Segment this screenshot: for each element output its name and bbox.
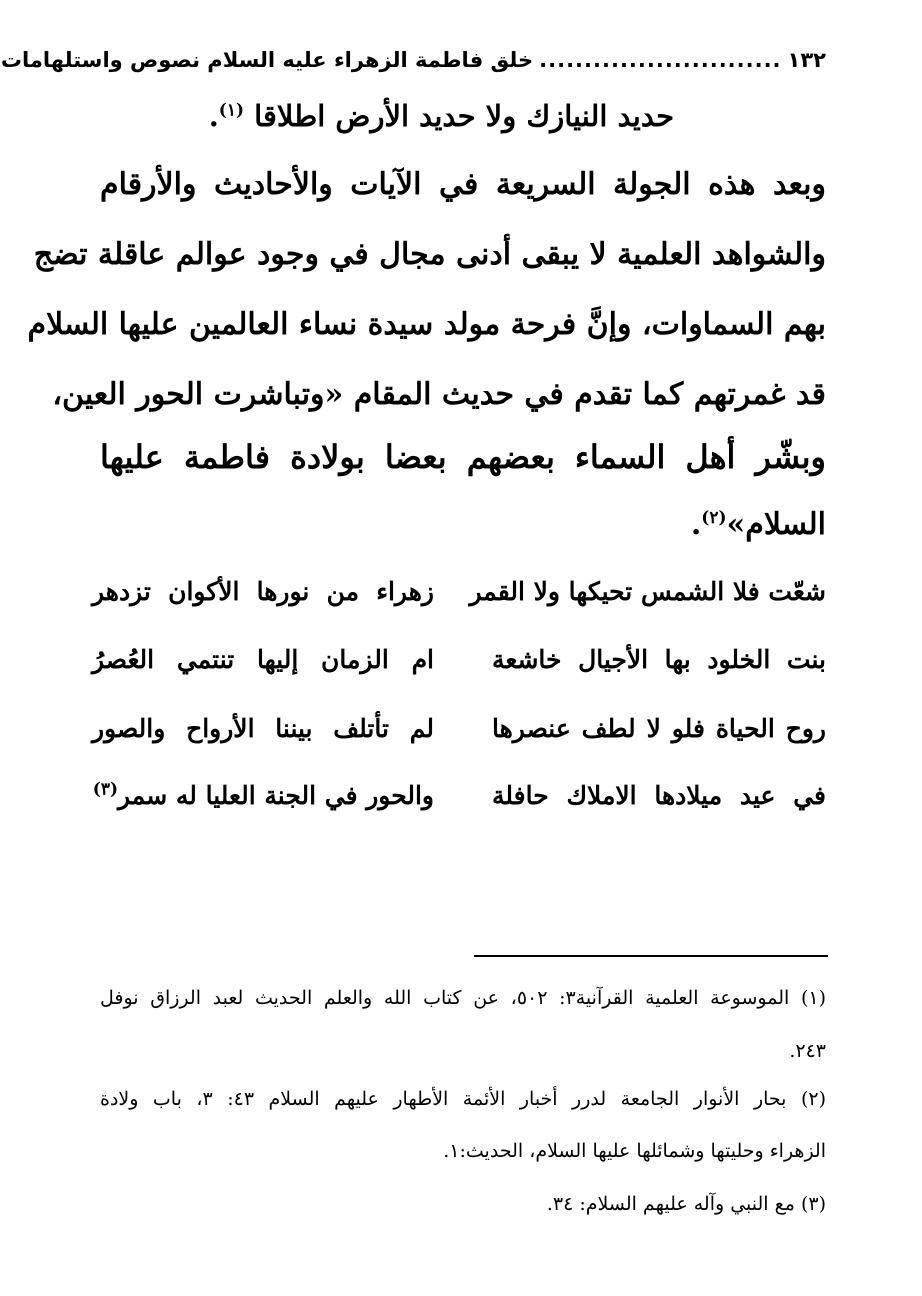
header-leader-dots: ........................... [539,48,782,72]
poem-verse-2-right: بنت الخلود بها الأجيال خاشعة [492,645,826,674]
poem-verse-1-right: شعّت فلا الشمس تحيكها ولا القمر [469,577,826,606]
poem-verse-3-left: لم تأتلف بيننا الأرواح والصور [92,714,434,743]
text-line-3: والشواهد العلمية لا يبقى أدنى مجال في وجود عوالم عاقلة تضج [33,237,826,272]
page-number: ١٣٢ [787,48,826,72]
poem-verse-4-right: في عيد ميلادها الاملاك حافلة [492,781,826,810]
footnote-separator [474,955,828,957]
book-title: خلق فاطمة الزهراء عليه السلام نصوص واستلهامات [0,48,534,72]
text-line-2: وبعد هذه الجولة السريعة في الآيات والأحاديث والأرقام [100,167,826,202]
footnote-1-line-1: (١) الموسوعة العلمية القرآنية٣: ٥٠٢، عن كتاب الله والعلم الحديث لعبد الرزاق نوفل [100,987,826,1009]
poem-verse-4-left: والحور في الجنة العليا له سمر$^{(٣)}$ [92,779,434,810]
footnote-3: (٣) مع النبي وآله عليهم السلام: ٣٤. [546,1193,826,1215]
text-line-6: وبشّر أهل السماء بعضهم بعضا بولادة فاطمة عليها [100,438,826,476]
poem-verse-3-right: روح الحياة فلو لا لطف عنصرها [492,714,826,743]
footnote-2-line-2: الزهراء وحليتها وشمائلها عليها السلام، الحديث:١. [443,1140,826,1162]
footnote-ref-1[interactable]: (١) [218,100,245,121]
running-header [0,42,826,78]
footnote-1-line-2: ٢٤٣. [789,1040,826,1062]
text-line-4: بهم السماوات، وإنَّ فرحة مولد سيدة نساء العالمين عليها السلام [27,307,826,342]
poem-verse-2-left: ام الزمان إليها تنتمي العُصرُ [92,645,434,674]
poem-verse-1-left: زهراء من نورها الأكوان تزدهر [92,577,434,606]
text-line-5: قد غمرتهم كما تقدم في حديث المقام «وتباشرت الحور العين، [52,377,826,412]
text-line-7: السلام»$^{(٢)}$. [690,507,826,542]
footnote-2-line-1: (٢) بحار الأنوار الجامعة لدرر أخبار الأئمة الأطهار عليهم السلام ٤٣: ٣، باب ولادة [100,1088,826,1110]
footnote-ref-3[interactable]: (٣) [92,779,118,800]
footnote-ref-2[interactable]: (٢) [701,508,727,528]
text-line-1: حديد النيازك ولا حديد الأرض اطلاقا $^{(١)}$. [208,99,674,133]
